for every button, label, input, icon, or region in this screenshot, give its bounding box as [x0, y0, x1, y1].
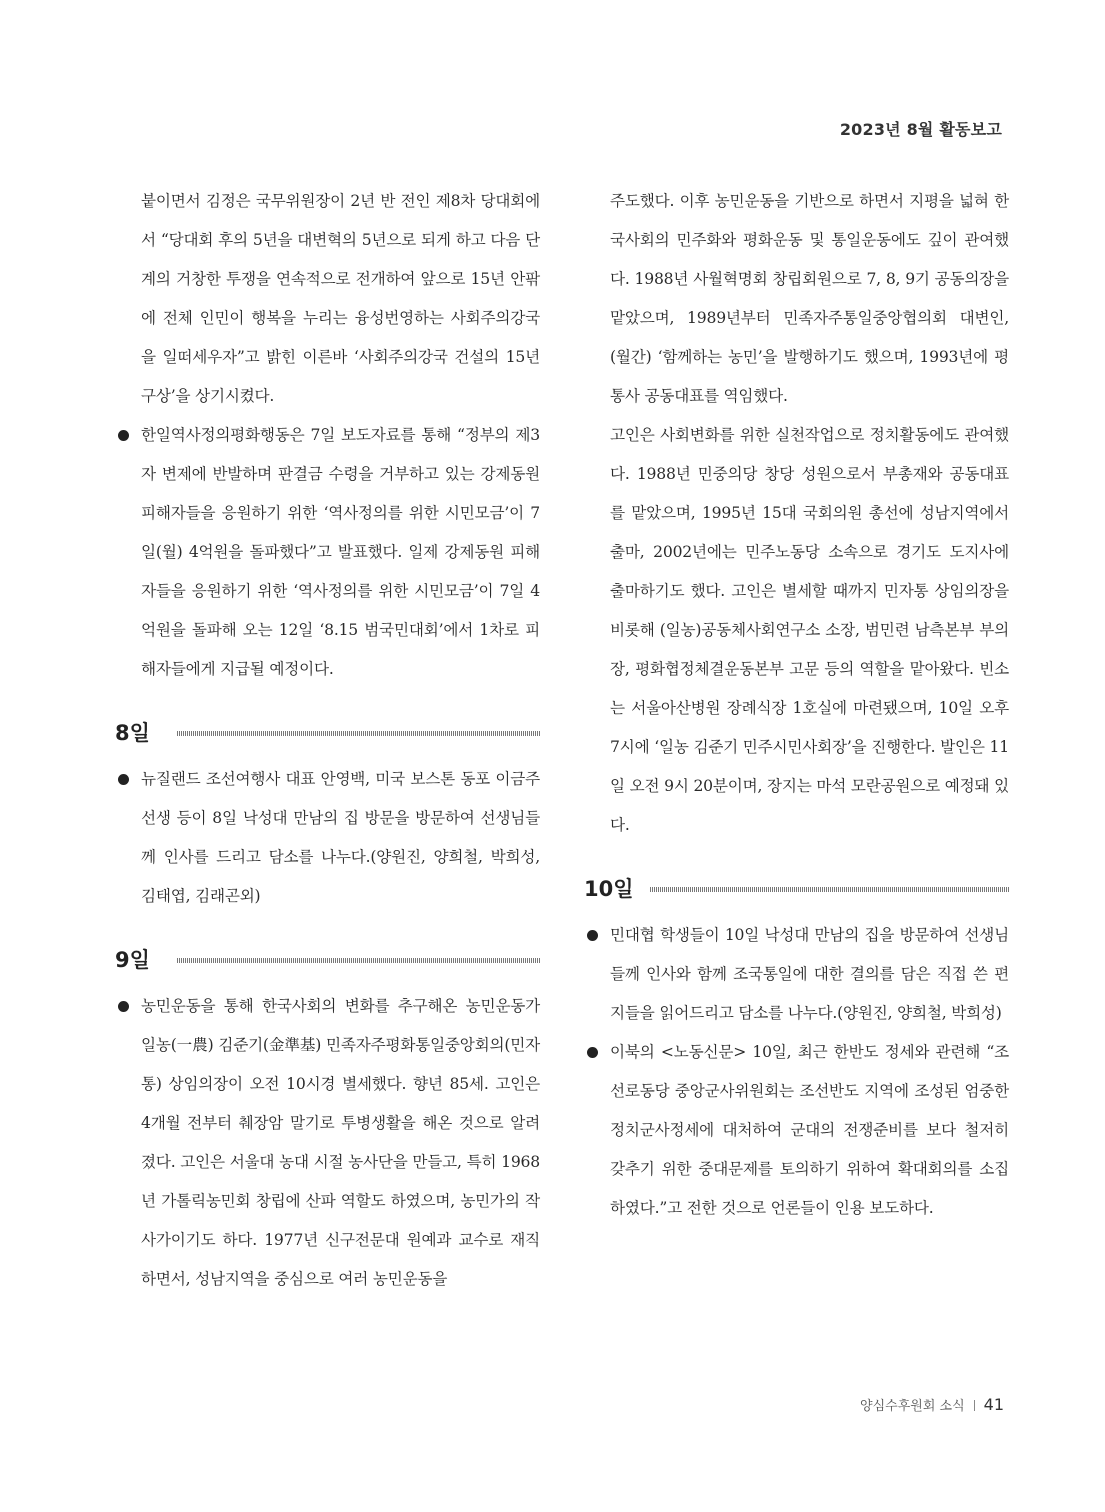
- section-heading-10: [584, 874, 1009, 906]
- bullet-dot-icon: [587, 1047, 598, 1058]
- bullet-text: 농민운동을 통해 한국사회의 변화를 추구해온 농민운동가 일농(一農) 김준기(金準基) 민족자주평화통일중앙회의(민자통) 상임의장이 오전 10시경 별세했다. 향년 85세. 고인은 4개월 전부터 췌장암 말기로 투병생활을 해온 것으로 알려졌다. 고인은 서울대 농대 시절 농사단을 만들고, 특히 1968년 가톨릭농민회 창립에 산파 역할도 하였으며, 농민가의 작사가이기도 하다. 1977년 신구전문대 원예과 교수로 재직하면서, 성남지역을 중심으로 여러 농민운동을: [141, 997, 540, 1288]
- paragraph: 고인은 사회변화를 위한 실천작업으로 정치활동에도 관여했다. 1988년 민중의당 창당 성원으로서 부총재와 공동대표를 맡았으며, 1995년 15대 국회의원 총선에 성남지역에서 출마, 2002년에는 민주노동당 소속으로 경기도 도지사에 출마하기도 했다. 고인은 별세할 때까지 민자통 상임의장을 비롯해 (일농)공동체사회연구소 소장, 범민련 남측본부 부의장, 평화협정체결운동본부 고문 등의 역할을 맡아왔다. 빈소는 서울아산병원 장례식장 1호실에 마련됐으며, 10일 오후 7시에 ‘일농 김준기 민주시민사회장’을 진행한다. 발인은 11일 오전 9시 20분이며, 장지는 마석 모란공원으로 예정돼 있다.: [610, 426, 1009, 834]
- bullet-dot-icon: [118, 430, 129, 441]
- section-divider: [177, 958, 540, 963]
- section-divider: [177, 731, 540, 736]
- page-footer: [860, 1395, 1004, 1414]
- section-date-label: 10일: [584, 877, 634, 901]
- left-column: [115, 182, 540, 1299]
- bullet-text: 민대협 학생들이 10일 낙성대 만남의 집을 방문하여 선생님들께 인사와 함께 조국통일에 대한 결의를 담은 직접 쓴 편지들을 읽어드리고 담소를 나누다.(양원진, 양희철, 박희성): [610, 926, 1009, 1022]
- bullet-text: 한일역사정의평화행동은 7일 보도자료를 통해 “정부의 제3자 변제에 반발하며 판결금 수령을 거부하고 있는 강제동원 피해자들을 응원하기 위한 ‘역사정의를 위한 시민모금’이 7일(월) 4억원을 돌파했다”고 발표했다. 일제 강제동원 피해자들을 응원하기 위한 ‘역사정의를 위한 시민모금’이 7일 4억원을 돌파해 오는 12일 ‘8.15 범국민대회’에서 1차로 피해자들에게 지급될 예정이다.: [141, 426, 540, 678]
- bullet-item: [584, 916, 1009, 1033]
- bullet-dot-icon: [587, 930, 598, 941]
- bullet-dot-icon: [118, 774, 129, 785]
- bullet-item: [115, 416, 540, 689]
- section-date-label: 9일: [115, 948, 150, 972]
- bullet-item: [115, 987, 540, 1299]
- bullet-text: 이북의 <노동신문> 10일, 최근 한반도 정세와 관련해 “조선로동당 중앙군사위원회는 조선반도 지역에 조성된 엄중한 정치군사정세에 대처하여 군대의 전쟁준비를 보다 철저히 갖추기 위한 중대문제를 토의하기 위하여 확대회의를 소집하였다.”고 전한 것으로 언론들이 인용 보도하다.: [610, 1043, 1009, 1217]
- page-number: 41: [983, 1395, 1004, 1414]
- publication-name: 양심수후원회 소식: [860, 1399, 965, 1414]
- section-divider: [650, 887, 1009, 892]
- bullet-item: [584, 1033, 1009, 1228]
- right-column: [584, 182, 1009, 1228]
- bullet-text: 뉴질랜드 조선여행사 대표 안영백, 미국 보스톤 동포 이금주 선생 등이 8일 낙성대 만남의 집 방문을 방문하여 선생님들께 인사를 드리고 담소를 나누다.(양원진, 양희철, 박희성, 김태엽, 김래곤외): [141, 770, 540, 905]
- section-date-label: 8일: [115, 721, 150, 745]
- section-heading-8: [115, 718, 540, 750]
- running-header-title: 2023년 8월 활동보고: [839, 120, 1002, 139]
- paragraph: 주도했다. 이후 농민운동을 기반으로 하면서 지평을 넓혀 한국사회의 민주화와 평화운동 및 통일운동에도 깊이 관여했다. 1988년 사월혁명회 창립회원으로 7, 8, 9기 공동의장을 맡았으며, 1989년부터 민족자주통일중앙협의회 대변인, (월간) ‘함께하는 농민’을 발행하기도 했으며, 1993년에 평통사 공동대표를 역임했다.: [610, 192, 1009, 405]
- paragraph: 붙이면서 김정은 국무위원장이 2년 반 전인 제8차 당대회에서 “당대회 후의 5년을 대변혁의 5년으로 되게 하고 다음 단계의 거창한 투쟁을 연속적으로 전개하여 앞으로 15년 안팎에 전체 인민이 행복을 누리는 융성번영하는 사회주의강국을 일떠세우자”고 밝힌 이른바 ‘사회주의강국 건설의 15년 구상’을 상기시켰다.: [141, 192, 540, 405]
- bullet-dot-icon: [118, 1001, 129, 1012]
- footer-separator: [974, 1400, 975, 1411]
- section-heading-9: [115, 945, 540, 977]
- bullet-item: [115, 760, 540, 916]
